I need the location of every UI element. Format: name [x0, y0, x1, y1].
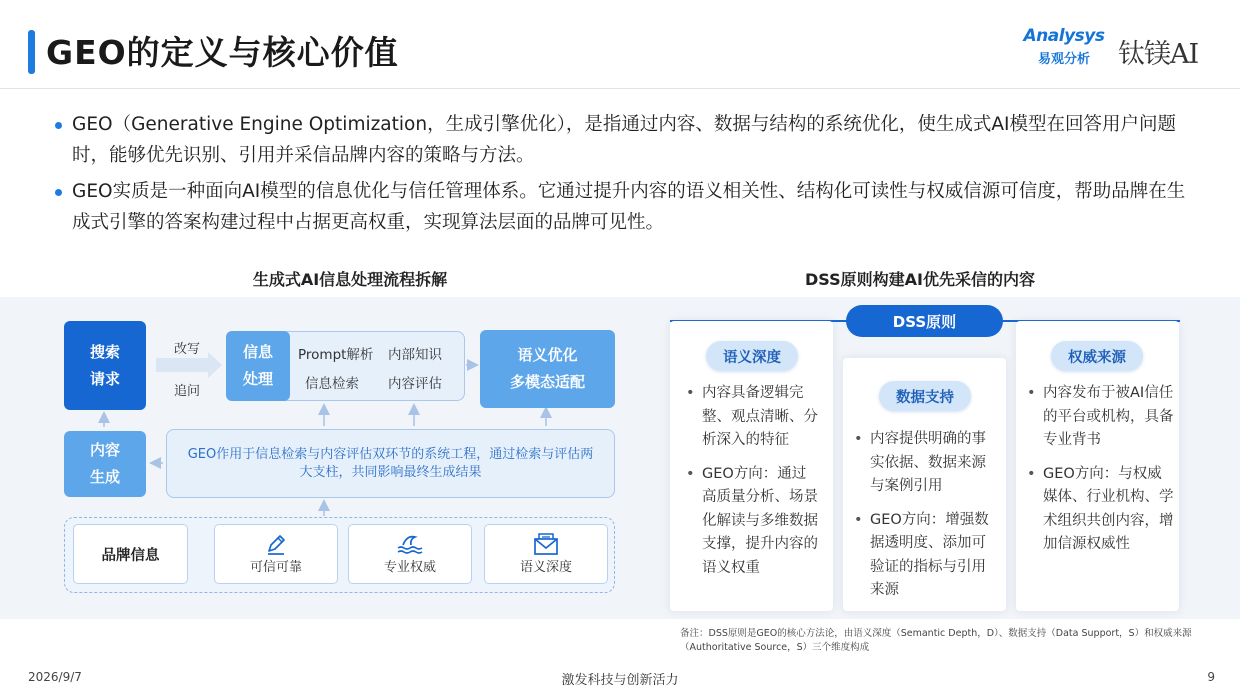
- search-request-line1: 搜索: [89, 342, 120, 361]
- content-gen-line2: 生成: [89, 468, 120, 486]
- content-gen-line1: 内容: [89, 441, 120, 459]
- list-item: • GEO方向：增强数据透明度、添加可验证的指标与引用来源: [852, 509, 992, 603]
- pen-icon: [263, 531, 289, 557]
- footer-date: 2026/9/7: [28, 670, 82, 684]
- followup-label: 追问: [174, 384, 201, 399]
- page-title: GEO的定义与核心价值: [46, 33, 399, 72]
- footnote: 备注：DSS原则是GEO的核心方法论，由语义深度（Semantic Depth，D）、数据支持（Data Support，S）和权威来源（Authoritative Source，S）三个维度构成: [680, 628, 1192, 653]
- list-item: • 内容提供明确的事实依据、数据来源与案例引用: [852, 428, 992, 499]
- footer-slogan: 激发科技与创新活力: [561, 673, 679, 688]
- pill-semantic-depth: 语义深度: [706, 341, 798, 371]
- left-section-title: 生成式AI信息处理流程拆解: [252, 270, 448, 289]
- content-eval-label: 内容评估: [388, 376, 442, 392]
- geo-note-box: [166, 429, 615, 498]
- brand-info-label: 品牌信息: [101, 547, 160, 564]
- semantic-opt-box: [480, 330, 615, 408]
- list-item: • 内容具备逻辑完整、观点清晰、分析深入的特征: [684, 382, 820, 453]
- analysys-logo-en: Analysys: [1023, 26, 1105, 46]
- authoritative-source-list: [1025, 382, 1175, 567]
- analysys-logo-cn: 易观分析: [1037, 52, 1090, 67]
- internal-knowledge-label: 内部知识: [388, 347, 442, 363]
- content-gen-box: [64, 431, 146, 497]
- pill-authoritative-source: 权威来源: [1051, 341, 1143, 371]
- semantic-opt-line2: 多模态适配: [509, 373, 585, 391]
- geo-note-text: GEO作用于信息检索与内容评估双环节的系统工程，通过检索与评估两大支柱，共同影响最终生成结果: [187, 446, 594, 480]
- card-reliable-label: 可信可靠: [249, 560, 302, 575]
- card-authority: [348, 524, 472, 584]
- prompt-parse-label: Prompt解析: [298, 347, 374, 363]
- list-item: • GEO方向：与权威媒体、行业机构、学术组织共创内容，增加信源权威性: [1025, 463, 1175, 557]
- rewrite-arrow: [156, 352, 222, 378]
- pill-data-support: 数据支持: [879, 381, 971, 411]
- brand-info-card: [73, 524, 188, 584]
- rewrite-label: 改写: [174, 342, 201, 357]
- info-retrieval-label: 信息检索: [305, 376, 359, 392]
- wave-icon: [395, 531, 425, 557]
- card-semantic: [484, 524, 608, 584]
- card-semantic-label: 语义深度: [519, 560, 572, 575]
- semantic-depth-list: [684, 382, 820, 590]
- definition-text: GEO（Generative Engine Optimization，生成引擎优化），是指通过内容、数据与结构的系统优化，使生成式AI模型在回答用户问题时，能够优先识别、引用并采信品牌内容的策略与方法。: [72, 114, 1176, 166]
- info-processing-line1: 信息: [242, 343, 273, 361]
- info-processing-line2: 处理: [242, 370, 273, 388]
- essence-text: GEO实质是一种面向AI模型的信息优化与信任管理体系。它通过提升内容的语义相关性、结构化可读性与权威信源可信度，帮助品牌在生成式引擎的答案构建过程中占据更高权重，实现算法层面的品牌可见性。: [72, 181, 1186, 233]
- right-section-title: DSS原则构建AI优先采信的内容: [805, 270, 1035, 289]
- card-reliable: [214, 524, 338, 584]
- taimei-logo: 钛镁AI: [1118, 39, 1199, 70]
- search-request-line2: 请求: [89, 369, 120, 388]
- dss-principle-pill: DSS原则: [846, 305, 1003, 337]
- semantic-opt-line1: 语义优化: [517, 346, 578, 364]
- page-number: 9: [1207, 670, 1215, 684]
- data-support-list: [852, 428, 992, 613]
- list-item: • 内容发布于被AI信任的平台或机构，具备专业背书: [1025, 382, 1175, 453]
- info-processing-box: [226, 331, 290, 401]
- list-item: • GEO方向：通过高质量分析、场景化解读与多维数据支撑，提升内容的语义权重: [684, 463, 820, 581]
- mail-icon: [531, 531, 561, 557]
- card-authority-label: 专业权威: [383, 560, 436, 575]
